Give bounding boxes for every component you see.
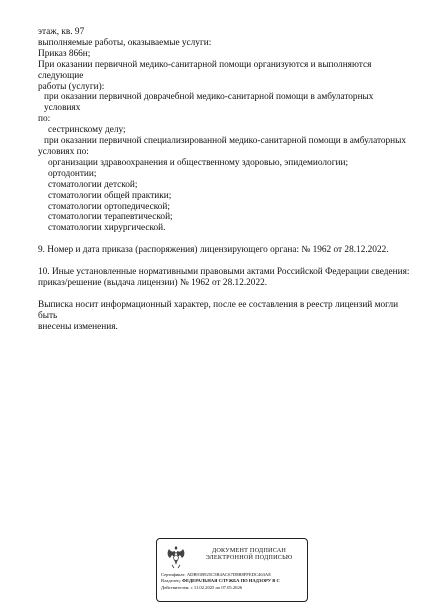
document-body [38,27,410,333]
owner-value: ФЕДЕРАЛЬНАЯ СЛУЖБА ПО НАДЗОРУ В С [182,578,280,584]
certificate-label: Сертификат: [161,572,186,577]
service-item: стоматологии ортопедической; [48,201,170,212]
double-headed-eagle-icon [165,543,187,569]
line-order: Приказ 866н; [38,48,91,59]
owner-label: Владелец: [161,578,181,584]
stamp-title-line-2: ЭЛЕКТРОННОЙ ПОДПИСЬЮ [205,554,293,562]
service-item: стоматологии хирургической. [48,223,166,234]
line-specialized-2: условиях по: [38,146,89,157]
line-specialized-1: при оказании первичной специализированной медико-санитарной помощи в амбулаторных [44,136,407,147]
stamp-details [161,572,307,591]
item-10-line-2: приказ/решение (выдача лицензии) № 1962 от 28.12.2022. [38,278,268,289]
line-works-heading: выполняемые работы, оказываемые услуги: [38,37,212,48]
line-intro-1: При оказании первичной медико-санитарной помощи организуются и выполняются следующие [38,59,372,81]
line-pre-doctor-2: по: [38,114,51,125]
service-item: ортодонтии; [48,168,97,179]
stamp-title-line-1: ДОКУМЕНТ ПОДПИСАН [211,547,287,554]
line-pre-doctor-1: при оказании первичной доврачебной медико-санитарной помощи в амбулаторных условиях [44,92,374,114]
stamp-title [191,547,307,561]
electronic-signature-stamp [156,538,308,602]
line-intro-2: работы (услуги): [38,81,105,92]
service-item: стоматологии детской; [48,179,138,190]
validity-label: Действителен: [161,584,190,590]
line-nursing: сестринскому делу; [48,125,126,136]
item-9-order-number: 9. Номер и дата приказа (распоряжения) лицензирующего органа: № 1962 от 28.12.2022. [38,245,389,256]
service-item: стоматологии терапевтической; [48,212,173,223]
item-10-line-1: 10. Иные установленные нормативными правовыми актами Российской Федерации сведения: [38,267,410,278]
service-item: стоматологии общей практики; [48,190,172,201]
certificate-value: ADB91B925C5B4AC67D8B8FFEDC463AE [186,572,272,577]
service-item: организации здравоохранения и общественному здоровью, эпидемиологии; [48,157,349,168]
notice-line-2: внесены изменения. [38,321,118,332]
notice-line-1: Выписка носит информационный характер, после ее составления в реестр лицензий могли быть [38,299,399,321]
validity-row [161,585,307,591]
validity-value: с 11.02.2025 по 07.05.2026 [190,584,243,590]
line-floor-apt: этаж, кв. 97 [38,27,85,37]
